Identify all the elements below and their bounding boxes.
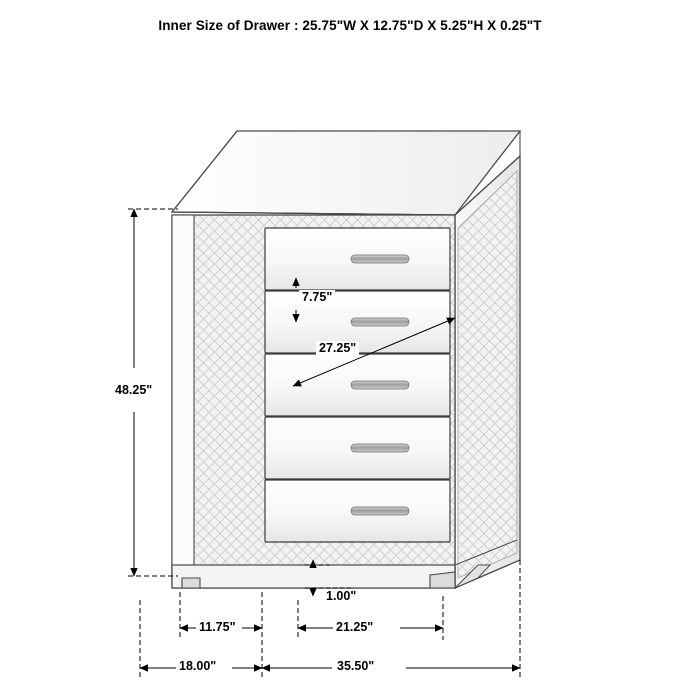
dim-label-depth-overall: 18.00" [176, 659, 219, 675]
dim-label-foot-width: 21.25" [333, 620, 376, 636]
page-title: Inner Size of Drawer : 25.75"W X 12.75"D X 5.25"H X 0.25"T [158, 18, 542, 33]
chest-foot-right [430, 572, 455, 588]
dim-label-width-overall: 35.50" [334, 659, 377, 675]
chest-right-side-texture [458, 171, 517, 578]
chest-top-surface [172, 131, 520, 215]
drawer-3[interactable] [265, 354, 450, 416]
chest-foot-left [182, 578, 200, 588]
dim-label-toe-kick-height: 1.00" [323, 589, 359, 605]
drawer-4-handle[interactable] [351, 444, 409, 452]
drawer-3-handle[interactable] [351, 381, 409, 389]
drawer-1[interactable] [265, 228, 450, 290]
drawer-1-handle[interactable] [351, 255, 409, 263]
dim-label-drawer-face-height: 7.75" [299, 290, 335, 306]
drawer-stack [265, 228, 450, 542]
drawer-4[interactable] [265, 417, 450, 479]
drawer-2-handle[interactable] [351, 318, 409, 326]
chest-left-post [172, 215, 194, 588]
chest-base-rail [172, 565, 455, 588]
drawer-5-handle[interactable] [351, 507, 409, 515]
dim-label-height-overall: 48.25" [112, 383, 155, 399]
chest-body [172, 131, 520, 588]
drawer-5[interactable] [265, 480, 450, 542]
dim-label-drawer-face-width: 27.25" [316, 341, 359, 357]
dim-label-side-depth: 11.75" [196, 620, 239, 636]
